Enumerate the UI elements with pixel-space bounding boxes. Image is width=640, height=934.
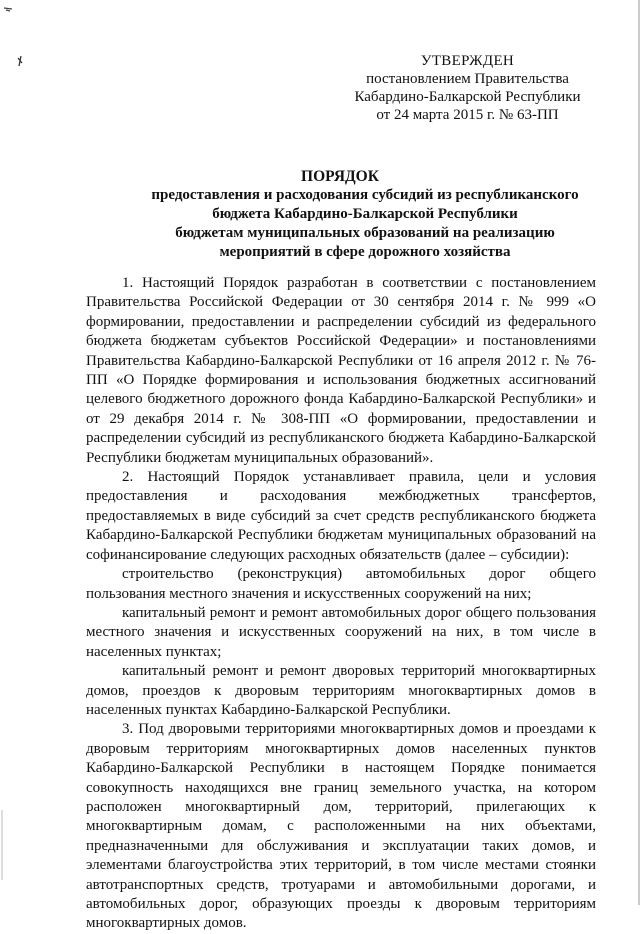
paragraph-1: 1. Настоящий Порядок разработан в соответствии с постановлением Правительства Российской Федерации от 30 сентября 2014 г. № 999 «О формировании, предоставлении и распределении субсидий из федерального бюджета бюджетам субъектов Российской Федерации» и постановлениями Правительства Кабардино-Балкарской Республики от 16 апреля 2012 г. № 76-ПП «О Порядке формирования и использования бюджетных ассигнований целевого бюджетного дорожного фонда Кабардино-Балкарской Республики» и от 29 декабря 2014 г. № 308-ПП «О формировании, предоставлении и распределении субсидий из республиканского бюджета Кабардино-Балкарской Республики бюджетам муниципальных образований». xyxy=(86,275,596,466)
list-item-yard-repair: капитальный ремонт и ремонт дворовых территорий многоквартирных домов, проездов к дворовым территориям многоквартирных домов в населенных пунктах Кабардино-Балкарской Республики. xyxy=(86,663,596,718)
paragraph-3: 3. Под дворовыми территориями многоквартирных домов и проездами к дворовым территориям многоквартирных домов населенных пунктов Кабардино-Балкарской Республики в настоящем Порядке понимается совокупность находящихся вне границ земельного участка, на котором расположен многоквартирный дом, территорий, прилегающих к многоквартирным домам, с расположенными на них объектами, предназначенными для обслуживания и эксплуатации таких домов, и элементами благоустройства этих территорий, в том числе местами стоянки автотранспортных средств, тротуарами и автомобильными дорогами, и автомобильных дорог, образующих проезды к дворовым территориям многоквартирных домов. xyxy=(86,721,596,932)
scan-speck xyxy=(18,56,22,66)
list-item-construction: строительство (реконструкция) автомобильных дорог общего пользования местного значения и искусственных сооружений на них; xyxy=(86,566,596,602)
approval-line: Кабардино-Балкарской Республики xyxy=(354,89,581,105)
subtitle-line: предоставления и расходования субсидий из республиканского xyxy=(151,187,579,203)
approval-line: от 24 марта 2015 г. № 63-ПП xyxy=(376,107,559,123)
subtitle-line: мероприятий в сфере дорожного хозяйства xyxy=(219,244,511,260)
subtitle-line: бюджета Кабардино-Балкарской Республики xyxy=(212,206,518,222)
subtitle-line: бюджетам муниципальных образований на реализацию xyxy=(175,225,555,241)
document-subtitle xyxy=(130,186,600,262)
scan-speck xyxy=(4,8,12,11)
approval-line: постановлением Правительства xyxy=(366,71,569,87)
document-heading: ПОРЯДОК xyxy=(301,168,379,185)
paragraph-2: 2. Настоящий Порядок устанавливает правила, цели и условия предоставления и расходования межбюджетных трансфертов, предоставляемых в виде субсидий за счет средств республиканского бюджета Кабардино-Балкарской Республики бюджетам муниципальных образований на софинансирование следующих расходных обязательств (далее – субсидии): xyxy=(86,469,596,563)
approval-title: УТВЕРЖДЕН xyxy=(420,53,515,69)
list-item-road-repair: капитальный ремонт и ремонт автомобильных дорог общего пользования местного значения и искусственных сооружений на них, в том числе в населенных пунктах; xyxy=(86,604,596,660)
document-body xyxy=(86,274,596,934)
approval-block xyxy=(335,52,600,124)
